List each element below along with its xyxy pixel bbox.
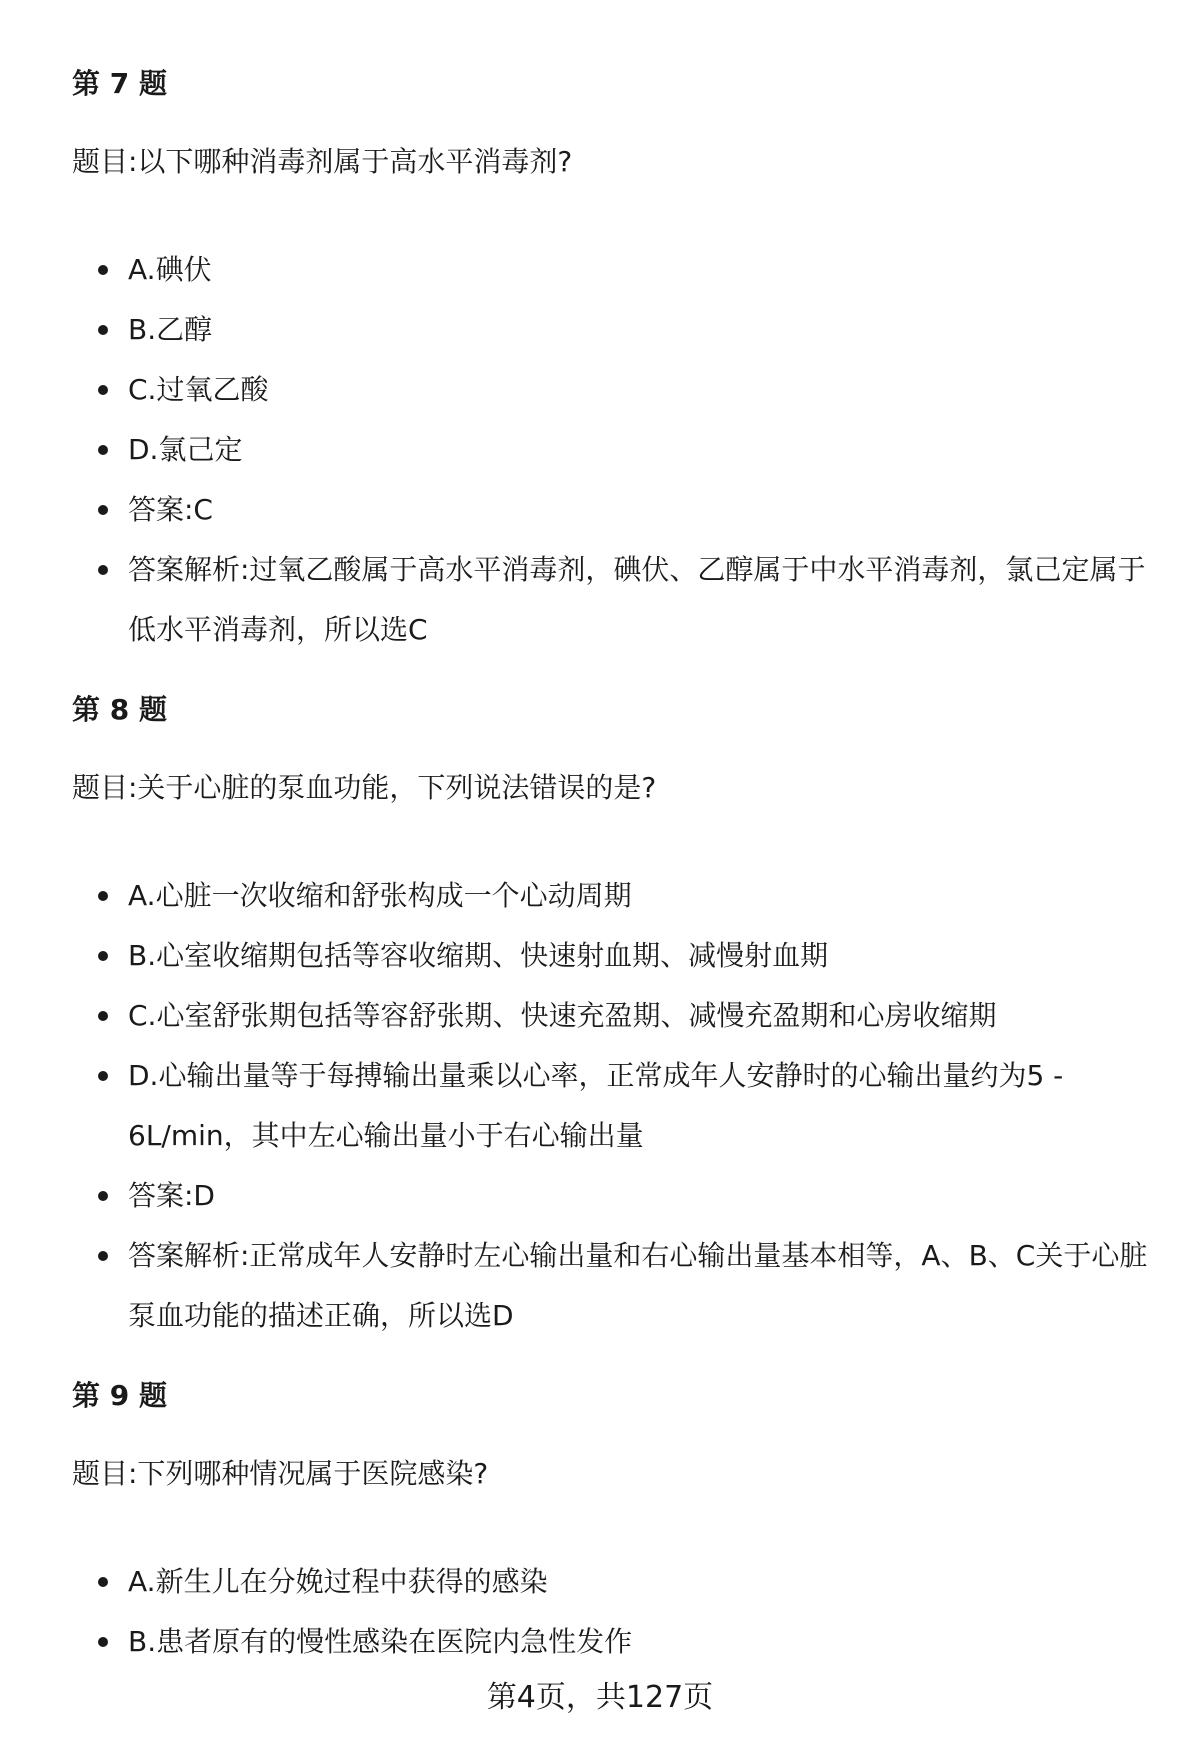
option-d: D.心输出量等于每搏输出量乘以心率，正常成年人安静时的心输出量约为5 - 6L/min，其中左心输出量小于右心输出量 [0, 1046, 1200, 1166]
question-stem: 题目:关于心脏的泵血功能，下列说法错误的是? [72, 771, 657, 804]
option-list [0, 1552, 1200, 1672]
option-list [0, 866, 1200, 1346]
answer: 答案:D [0, 1166, 1200, 1226]
option-c: C.过氧乙酸 [0, 360, 1200, 420]
page-number: 第4页，共127页 [486, 1680, 714, 1715]
option-a: A.碘伏 [0, 240, 1200, 300]
question-heading: 第 8 题 [72, 693, 167, 726]
option-a: A.新生儿在分娩过程中获得的感染 [0, 1552, 1200, 1612]
answer-explanation: 答案解析:正常成年人安静时左心输出量和右心输出量基本相等，A、B、C关于心脏泵血功能的描述正确，所以选D [0, 1226, 1200, 1346]
option-b: B.心室收缩期包括等容收缩期、快速射血期、减慢射血期 [0, 926, 1200, 986]
question-heading: 第 7 题 [72, 67, 167, 100]
option-list [0, 240, 1200, 660]
question-stem: 题目:以下哪种消毒剂属于高水平消毒剂? [72, 145, 573, 178]
option-b: B.患者原有的慢性感染在医院内急性发作 [0, 1612, 1200, 1672]
question-heading: 第 9 题 [72, 1379, 167, 1412]
option-c: C.心室舒张期包括等容舒张期、快速充盈期、减慢充盈期和心房收缩期 [0, 986, 1200, 1046]
option-b: B.乙醇 [0, 300, 1200, 360]
question-stem: 题目:下列哪种情况属于医院感染? [72, 1457, 489, 1490]
answer: 答案:C [0, 480, 1200, 540]
option-d: D.氯己定 [0, 420, 1200, 480]
answer-explanation: 答案解析:过氧乙酸属于高水平消毒剂，碘伏、乙醇属于中水平消毒剂，氯己定属于低水平消毒剂，所以选C [0, 540, 1200, 660]
option-a: A.心脏一次收缩和舒张构成一个心动周期 [0, 866, 1200, 926]
